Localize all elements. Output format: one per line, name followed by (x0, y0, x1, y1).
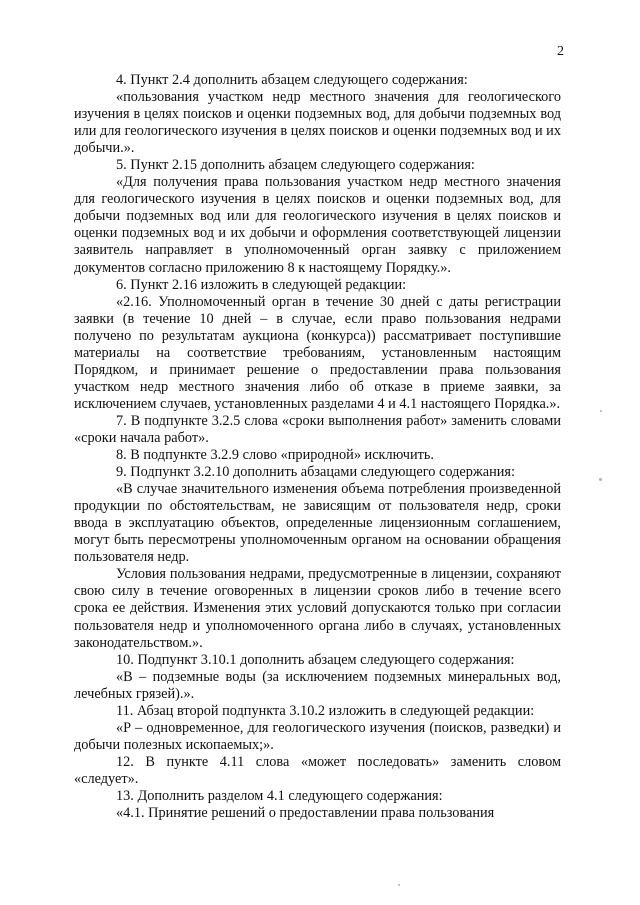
paragraph-item-13: 13. Дополнить разделом 4.1 следующего содержания: (116, 787, 443, 804)
paragraph-quote-3-10-2: «Р – одновременное, для геологического изучения (поисков, разведки) и добычи полезных ископаемых;». (74, 719, 561, 753)
paragraph-item-7: 7. В подпункте 3.2.5 слова «сроки выполнения работ» заменить словами «сроки начала работ». (74, 412, 561, 446)
paragraph-item-8: 8. В подпункте 3.2.9 слово «природной» исключить. (116, 447, 434, 464)
paragraph-quote-2-15: «Для получения права пользования участком недр местного значения для геологического изучения в целях поисков и оценки подземных вод, для добычи подземных вод или для геологического изучения в целях поисков и оценки подземных вод и их добычи и оформления соответствующей лицензии заявитель направляет в уполномоченный орган заявку с приложением документов согласно приложению 8 к настоящему Порядку.». (74, 174, 561, 276)
paragraph-item-4: 4. Пункт 2.4 дополнить абзацем следующего содержания: (116, 72, 468, 88)
paragraph-item-9: 9. Подпункт 3.2.10 дополнить абзацами следующего содержания: (116, 464, 515, 481)
scan-speck (600, 410, 602, 412)
scan-speck (398, 884, 400, 886)
scan-speck (599, 478, 602, 481)
paragraph-item-6: 6. Пункт 2.16 изложить в следующей редакции: (116, 276, 407, 293)
document-body (74, 72, 561, 822)
page-number: 2 (557, 44, 564, 59)
paragraph-quote-4-1: «4.1. Принятие решений о предоставлении права пользования (116, 805, 495, 822)
paragraph-quote-3-2-10-b: Условия пользования недрами, предусмотренные в лицензии, сохраняют свою силу в течение оговоренных в лицензии сроков либо в течение всего срока ее действия. Изменения этих условий допускаются только при согласии пользователя недр и уполномоченного органа либо в случаях, установленных законодательством.». (74, 566, 561, 651)
paragraph-quote-3-10-1: «В – подземные воды (за исключением подземных минеральных вод, лечебных грязей).». (74, 668, 561, 702)
paragraph-quote-2-4: «пользования участком недр местного значения для геологического изучения в целях поисков и оценки подземных вод, для добычи подземных вод или для геологического изучения в целях поисков и оценки подземных вод и их добычи.». (74, 89, 561, 157)
paragraph-quote-3-2-10-a: «В случае значительного изменения объема потребления произведенной продукции по обстоятельствам, не зависящим от пользователя недр, сроки ввода в эксплуатацию объектов, определенные лицензионным соглашением, могут быть пересмотрены уполномоченным органом на основании обращения пользователя недр. (74, 481, 561, 566)
paragraph-quote-2-16: «2.16. Уполномоченный орган в течение 30 дней с даты регистрации заявки (в течение 10 дней – в случае, если право пользования недрами получено по результатам аукциона (конкурса)) рассматривает поступившие материалы на соответствие требованиям, установленным настоящим Порядком, и принимает решение о предоставлении права пользования участком недр местного значения либо об отказе в приеме заявки, за исключением случаев, установленных разделами 4 и 4.1 настоящего Порядка.». (74, 293, 561, 412)
paragraph-item-12: 12. В пункте 4.11 слова «может последовать» заменить словом «следует». (74, 753, 561, 787)
paragraph-item-5: 5. Пункт 2.15 дополнить абзацем следующего содержания: (116, 157, 475, 174)
paragraph-item-10: 10. Подпункт 3.10.1 дополнить абзацем следующего содержания: (116, 651, 515, 668)
paragraph-item-11: 11. Абзац второй подпункта 3.10.2 изложить в следующей редакции: (116, 702, 535, 719)
